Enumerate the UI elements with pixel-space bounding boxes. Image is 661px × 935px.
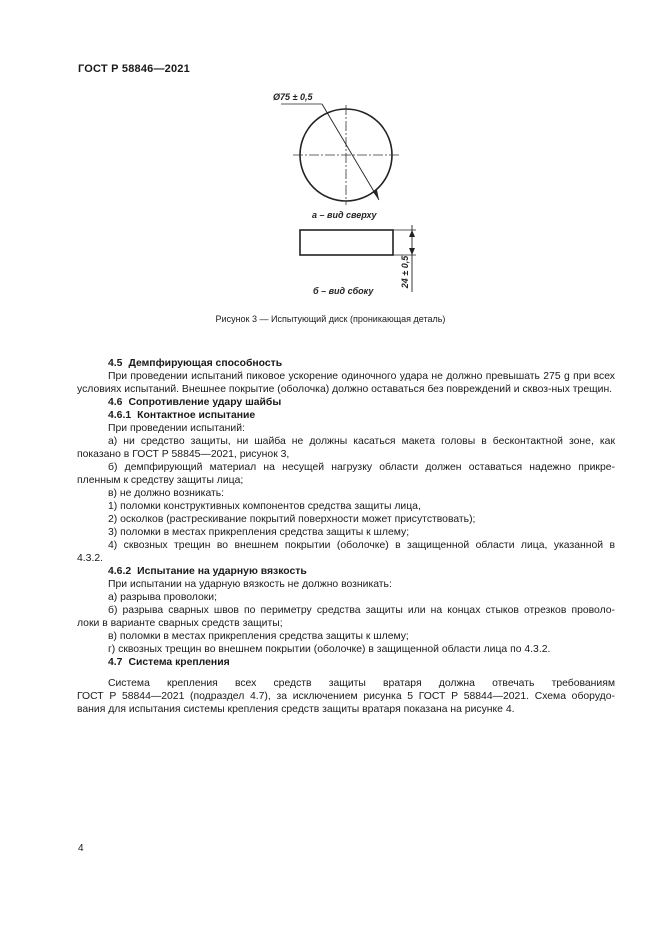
- paragraph-line: ГОСТ Р 58844—2021 (подраздел 4.7), за исключением рисунка 5 ГОСТ Р 58844—2021. Схема оборудо-: [77, 691, 615, 702]
- list-item: в) поломки в местах прикрепления средства защиты к шлему;: [108, 631, 409, 642]
- diameter-label: Ø75 ± 0,5: [273, 92, 313, 102]
- top-view-label: а – вид сверху: [312, 210, 377, 220]
- disc-drawing: [0, 0, 661, 320]
- section-heading-4-6-1: 4.6.1 Контактное испытание: [108, 410, 256, 421]
- list-item: а) ни средство защиты, ни шайба не должны касаться макета головы в бесконтактной зоне, как: [108, 436, 615, 447]
- list-item: 4) сквозных трещин во внешнем покрытии (оболочке) в защищенной области лица, указанной в: [108, 540, 615, 551]
- page-number: 4: [78, 843, 84, 854]
- section-heading-4-5: 4.5 Демпфирующая способность: [108, 358, 283, 369]
- list-item: а) разрыва проволоки;: [108, 592, 217, 603]
- list-item: г) сквозных трещин во внешнем покрытии (оболочке) в защищенной области лица по 4.3.2.: [108, 644, 551, 655]
- list-item: в) не должно возникать:: [108, 488, 225, 499]
- document-id-header: ГОСТ Р 58846—2021: [78, 63, 190, 75]
- list-item: 2) осколков (растрескивание покрытий поверхности может присутствовать);: [108, 514, 476, 525]
- section-heading-4-6-2: 4.6.2 Испытание на ударную вязкость: [108, 566, 307, 577]
- figure-caption: Рисунок 3 — Испытующий диск (проникающая деталь): [215, 314, 446, 324]
- paragraph: При проведении испытаний пиковое ускорение одиночного удара не должно превышать 275 g при всех условиях испытаний. Внешнее покрытие (оболочка) должно оставаться без повреждений и сквоз-ных трещин.: [77, 371, 615, 395]
- list-item: 1) поломки конструктивных компонентов средства защиты лица,: [108, 501, 421, 512]
- figure-3-test-disc: [0, 0, 661, 320]
- paragraph-line: вания для испытания системы крепления средств защиты вратаря показана на рисунке 4.: [77, 704, 515, 715]
- list-item-continuation: показано в ГОСТ Р 58845—2021, рисунок 3,: [77, 449, 290, 460]
- list-item-continuation: 4.3.2.: [77, 553, 103, 564]
- list-item: 3) поломки в местах прикрепления средства защиты к шлему;: [108, 527, 410, 538]
- list-item: б) разрыва сварных швов по периметру средства защиты или на концах стыков отрезков проволо-: [108, 605, 615, 616]
- paragraph-line: Система крепления всех средств защиты вратаря должна отвечать требованиям: [108, 678, 615, 689]
- thickness-arrow-top: [409, 230, 415, 237]
- section-heading-4-7: 4.7 Система крепления: [108, 657, 230, 668]
- list-item-continuation: пленным к средству защиты лица;: [77, 475, 244, 486]
- section-heading-4-6: 4.6 Сопротивление удару шайбы: [108, 397, 282, 408]
- thickness-label: 24 ± 0,5: [400, 255, 410, 289]
- disc-side-view-rect: [300, 230, 393, 255]
- list-item: б) демпфирующий материал на несущей нагрузку области должен оставаться надежно прикре-: [108, 462, 615, 473]
- list-item-continuation: локи в варианте сварных средств защиты;: [77, 618, 283, 629]
- diameter-dimension-line: [322, 104, 379, 200]
- document-body: [77, 357, 615, 716]
- side-view-label: б – вид сбоку: [313, 286, 374, 296]
- paragraph: При испытании на ударную вязкость не должно возникать:: [108, 579, 392, 590]
- paragraph: При проведении испытаний:: [108, 423, 245, 434]
